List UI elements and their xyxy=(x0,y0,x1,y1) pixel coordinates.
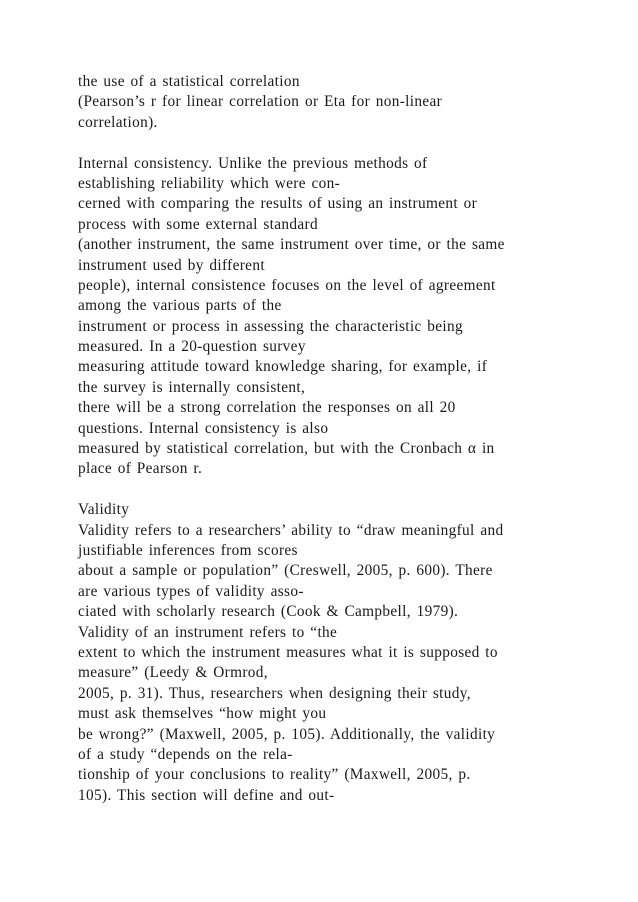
document-page xyxy=(78,72,598,806)
text-line: Internal consistency. Unlike the previous methods of xyxy=(78,154,428,172)
text-line: tionship of your conclusions to reality” (Maxwell, 2005, p. xyxy=(78,766,471,784)
text-line: cerned with comparing the results of using an instrument or xyxy=(78,195,478,213)
text-line: Validity refers to a researchers’ ability to “draw meaningful and xyxy=(78,521,504,539)
text-line: about a sample or population” (Creswell, 2005, p. 600). There xyxy=(78,562,493,580)
text-line: people), internal consistence focuses on the level of agreement xyxy=(78,276,496,294)
text-line: there will be a strong correlation the responses on all 20 xyxy=(78,399,456,417)
text-line: 2005, p. 31). Thus, researchers when designing their study, xyxy=(78,684,471,702)
text-line: questions. Internal consistency is also xyxy=(78,419,329,437)
text-line: are various types of validity asso- xyxy=(78,582,304,600)
text-line: ciated with scholarly research (Cook & Campbell, 1979). xyxy=(78,603,459,621)
text-line: justifiable inferences from scores xyxy=(78,541,298,559)
text-line: of a study “depends on the rela- xyxy=(78,745,293,763)
text-line: place of Pearson r. xyxy=(78,460,203,478)
text-line: be wrong?” (Maxwell, 2005, p. 105). Additionally, the validity xyxy=(78,725,496,743)
paragraph-gap xyxy=(78,480,598,500)
section-heading-validity: Validity xyxy=(78,501,130,519)
text-line: instrument or process in assessing the characteristic being xyxy=(78,317,464,335)
text-line: (another instrument, the same instrument over time, or the same xyxy=(78,236,505,254)
text-line: measuring attitude toward knowledge sharing, for example, if xyxy=(78,358,488,376)
text-line: instrument used by different xyxy=(78,256,265,274)
text-line: the use of a statistical correlation xyxy=(78,73,300,90)
text-line: 105). This section will define and out- xyxy=(78,786,335,804)
text-line: among the various parts of the xyxy=(78,297,282,315)
text-line: extent to which the instrument measures what it is supposed to xyxy=(78,643,498,661)
text-line: measured. In a 20-question survey xyxy=(78,338,306,356)
text-line: must ask themselves “how might you xyxy=(78,705,327,723)
text-line: (Pearson’s r for linear correlation or Eta for non-linear xyxy=(78,93,443,111)
paragraph-internal-consistency xyxy=(78,154,598,480)
text-line: process with some external standard xyxy=(78,215,318,233)
paragraph-gap xyxy=(78,133,598,153)
text-line: establishing reliability which were con- xyxy=(78,174,341,192)
paragraph-correlation-intro xyxy=(78,72,598,133)
text-line: Validity of an instrument refers to “the xyxy=(78,623,338,641)
text-line: the survey is internally consistent, xyxy=(78,378,306,396)
text-line: correlation). xyxy=(78,113,158,131)
text-line: measured by statistical correlation, but with the Cronbach α in xyxy=(78,440,495,458)
text-line: measure” (Leedy & Ormrod, xyxy=(78,664,268,682)
paragraph-validity xyxy=(78,500,598,806)
